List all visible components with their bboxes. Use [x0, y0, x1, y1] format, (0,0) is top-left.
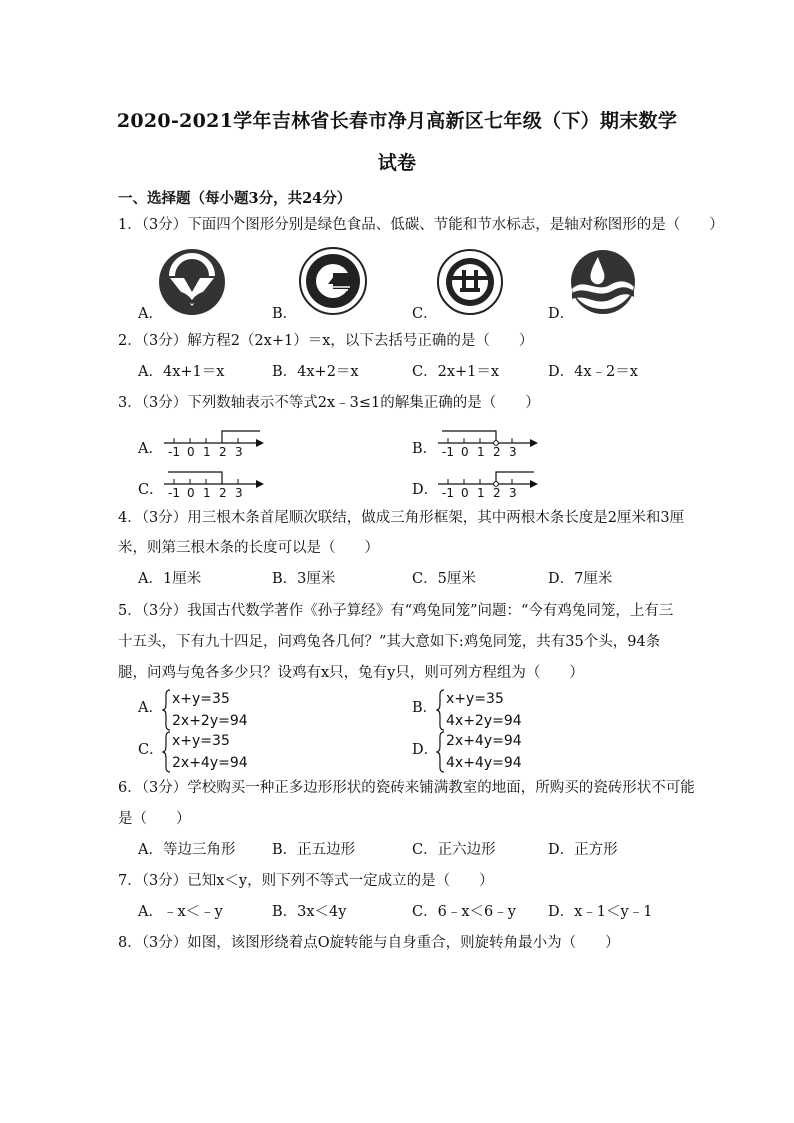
question-5-option-d-label: D．	[412, 742, 439, 758]
question-5-line3: 腿，问鸡与兔各多少只？设鸡有x只，兔有y只，则可列方程组为（ ）	[118, 665, 584, 681]
exam-title-line2: 试卷	[377, 152, 417, 174]
energy-saving-logo-icon	[436, 248, 504, 316]
tick-label: 2	[219, 445, 227, 459]
question-2-option-b: B．4x+2＝x	[272, 364, 359, 380]
question-2-stem: 2．（3分）解方程2（2x+1）＝x，以下去括号正确的是（ ）	[118, 333, 534, 349]
question-6-option-a: A．等边三角形	[138, 842, 236, 858]
equation-line: 2x+4y=94	[172, 755, 248, 771]
tick-label: -1	[168, 486, 180, 500]
brace-icon	[436, 731, 446, 773]
exam-title-line1: 2020-2021学年吉林省长春市净月高新区七年级（下）期末数学	[116, 110, 678, 132]
question-1-option-c-label: C．	[412, 306, 438, 322]
question-4-line2: 米，则第三根木条的长度可以是（ ）	[118, 540, 379, 556]
tick-label: 0	[461, 445, 469, 459]
question-4-option-b: B．3厘米	[272, 571, 336, 587]
brace-icon	[162, 731, 172, 773]
question-5-line2: 十五头，下有九十四足，问鸡兔各几何？”其大意如下:鸡兔同笼，共有35个头，94条	[118, 634, 661, 650]
question-6-option-b: B．正五边形	[272, 842, 356, 858]
tick-label: 0	[187, 486, 195, 500]
brace-icon	[436, 689, 446, 731]
equation-line: 4x+4y=94	[446, 755, 522, 771]
question-1-option-a-label: A．	[138, 306, 163, 322]
number-line-option-d	[434, 464, 544, 500]
question-6-option-d: D．正方形	[548, 842, 618, 858]
question-6-line2: 是（ ）	[118, 811, 191, 827]
tick-label: 3	[509, 486, 517, 500]
brace-icon	[162, 689, 172, 731]
question-2-option-a: A．4x+1＝x	[138, 364, 225, 380]
equation-system-c	[162, 731, 282, 773]
tick-label: 0	[461, 486, 469, 500]
tick-label: 3	[509, 445, 517, 459]
tick-label: 3	[235, 445, 243, 459]
tick-label: 1	[203, 486, 211, 500]
green-food-logo-icon	[158, 248, 226, 316]
number-line-option-c	[160, 464, 270, 500]
question-5-option-c-label: C．	[138, 742, 164, 758]
tick-label: 0	[187, 445, 195, 459]
question-4-line1: 4．（3分）用三根木条首尾顺次联结，做成三角形框架，其中两根木条长度是2厘米和3厘	[118, 510, 685, 526]
question-6-option-c: C．正六边形	[412, 842, 496, 858]
question-2-option-d: D．4x﹣2＝x	[548, 364, 638, 380]
question-7-option-a: A．﹣x＜﹣y	[138, 904, 223, 920]
equation-system-d	[436, 731, 556, 773]
equation-line: x+y=35	[172, 691, 230, 707]
question-3-option-d-label: D．	[412, 482, 439, 498]
number-line-option-a	[160, 423, 270, 459]
question-8-stem: 8．（3分）如图，该图形绕着点O旋转能与自身重合，则旋转角最小为（ ）	[118, 935, 620, 951]
equation-line: x+y=35	[446, 691, 504, 707]
question-7-option-d: D．x﹣1＜y﹣1	[548, 904, 653, 920]
question-4-option-d: D．7厘米	[548, 571, 613, 587]
equation-line: 4x+2y=94	[446, 713, 522, 729]
tick-label: 1	[203, 445, 211, 459]
question-1-option-b-label: B．	[272, 306, 298, 322]
question-6-line1: 6．（3分）学校购买一种正多边形形状的瓷砖来铺满教室的地面，所购买的瓷砖形状不可能	[118, 780, 695, 796]
tick-label: -1	[442, 445, 454, 459]
water-saving-logo-icon	[570, 249, 636, 315]
question-3-option-b-label: B．	[412, 441, 438, 457]
section-heading-choice: 一、选择题（每小题3分，共24分）	[118, 190, 352, 207]
question-7-stem: 7．（3分）已知x＜y，则下列不等式一定成立的是（ ）	[118, 873, 494, 889]
question-5-option-b-label: B．	[412, 700, 438, 716]
low-carbon-logo-icon	[298, 246, 368, 316]
equation-line: 2x+4y=94	[446, 733, 522, 749]
question-1-option-d-label: D．	[548, 306, 575, 322]
tick-label: 3	[235, 486, 243, 500]
question-5-line1: 5．（3分）我国古代数学著作《孙子算经》有“鸡兔同笼”问题：“今有鸡兔同笼，上有三	[118, 603, 674, 619]
question-4-option-a: A．1厘米	[138, 571, 202, 587]
tick-label: -1	[442, 486, 454, 500]
equation-line: x+y=35	[172, 733, 230, 749]
question-2-option-c: C．2x+1＝x	[412, 364, 500, 380]
equation-system-b	[436, 689, 556, 731]
tick-label: 2	[493, 445, 501, 459]
question-3-stem: 3．（3分）下列数轴表示不等式2x﹣3≤1的解集正确的是（ ）	[118, 395, 540, 411]
equation-system-a	[162, 689, 282, 731]
question-5-option-a-label: A．	[138, 700, 163, 716]
number-line-option-b	[434, 423, 544, 459]
equation-line: 2x+2y=94	[172, 713, 248, 729]
question-4-option-c: C．5厘米	[412, 571, 476, 587]
tick-label: -1	[168, 445, 180, 459]
question-3-option-c-label: C．	[138, 482, 164, 498]
question-7-option-b: B．3x＜4y	[272, 904, 347, 920]
question-7-option-c: C．6﹣x＜6﹣y	[412, 904, 516, 920]
tick-label: 1	[477, 445, 485, 459]
question-3-option-a-label: A．	[138, 441, 163, 457]
tick-label: 2	[219, 486, 227, 500]
tick-label: 1	[477, 486, 485, 500]
question-1-stem: 1．（3分）下面四个图形分别是绿色食品、低碳、节能和节水标志，是轴对称图形的是（ ）	[118, 217, 724, 233]
tick-label: 2	[493, 486, 501, 500]
